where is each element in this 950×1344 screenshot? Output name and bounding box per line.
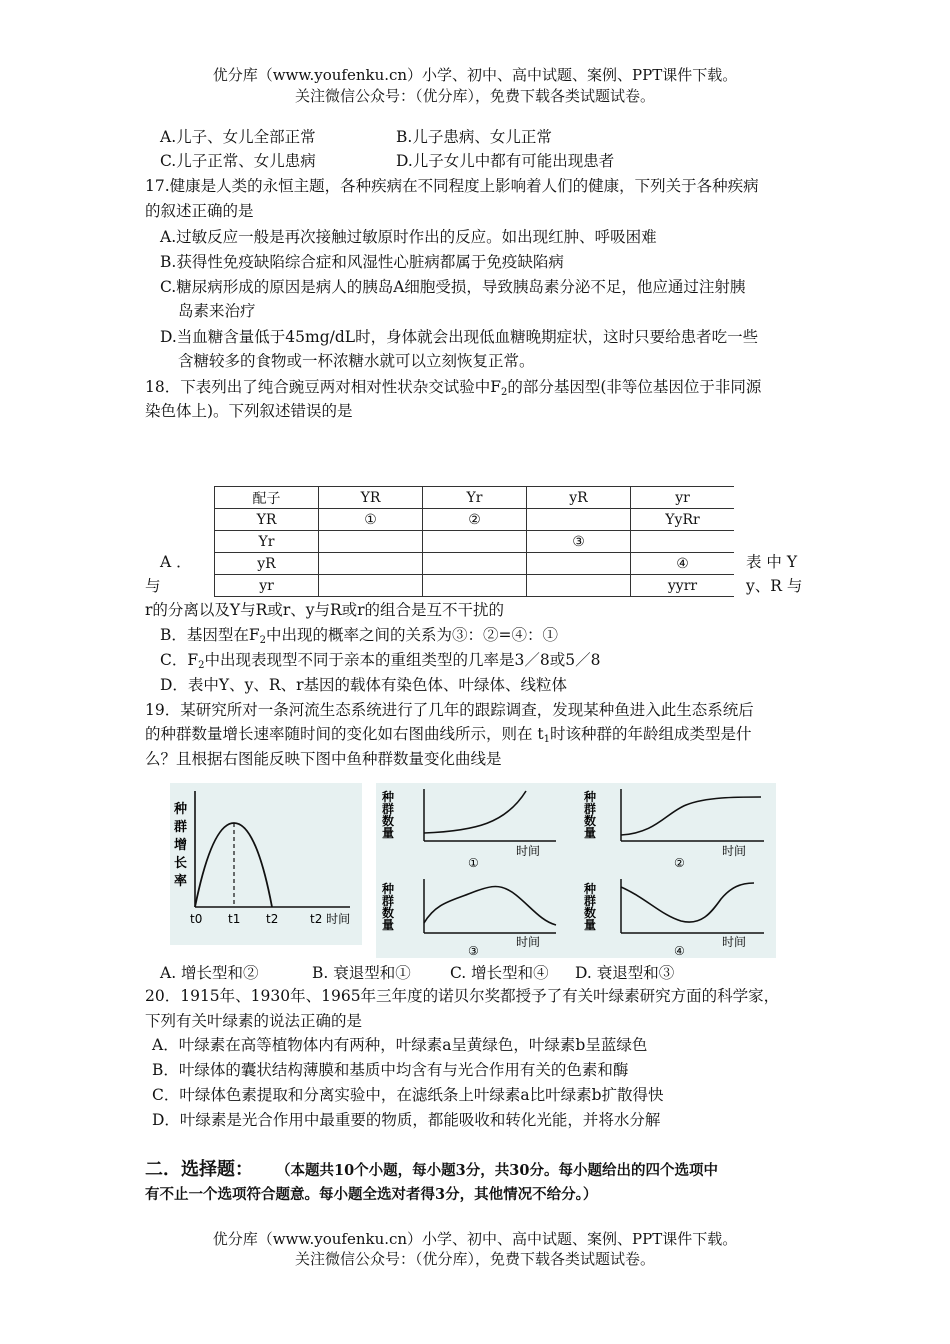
ylabel-char: 种 bbox=[382, 882, 395, 896]
q19-option-c: C. 增长型和④ bbox=[450, 964, 549, 982]
curve-4 bbox=[621, 883, 754, 922]
section2-desc-line1: （本题共10个小题，每小题3分，共30分。每小题给出的四个选项中 bbox=[276, 1162, 718, 1179]
q17-option-d-line1: D.当血糖含量低于45mg/dL时，身体就会出现低血糖晚期症状，这时只要给患者吃一些 bbox=[160, 328, 759, 346]
table-cell bbox=[319, 531, 423, 553]
q20-stem-line2: 下列有关叶绿素的说法正确的是 bbox=[145, 1012, 363, 1030]
xtick-t0: t0 bbox=[190, 912, 203, 926]
ylabel-char: 数 bbox=[382, 906, 395, 920]
table-header-cell: YR bbox=[319, 487, 423, 509]
ylabel-char: 长 bbox=[174, 856, 188, 871]
table-header-cell: Yr bbox=[423, 487, 527, 509]
ylabel-char: 群 bbox=[174, 820, 188, 835]
table-cell: Yr bbox=[215, 531, 319, 553]
q16-option-b: B.儿子患病、女儿正常 bbox=[396, 128, 552, 146]
table-cell: yyrr bbox=[631, 575, 735, 597]
table-header-row bbox=[215, 487, 735, 509]
page-header-line2: 关注微信公众号：（优分库），免费下载各类试题试卷。 bbox=[294, 87, 655, 105]
table-header-cell: yr bbox=[631, 487, 735, 509]
table-header-cell: yR bbox=[527, 487, 631, 509]
q20-option-d: D．叶绿素是光合作用中最重要的物质，都能吸收和转化光能，并将水分解 bbox=[152, 1111, 661, 1129]
ylabel-char: 群 bbox=[584, 802, 597, 816]
ylabel-char: 数 bbox=[382, 814, 395, 828]
q19-option-a: A. 增长型和② bbox=[160, 964, 259, 982]
table-row bbox=[215, 553, 735, 575]
q20-stem-line1: 20．1915年、1930年、1965年三年度的诺贝尔奖都授予了有关叶绿素研究方面的科学家， bbox=[145, 987, 780, 1005]
q19-stem-line3: 么？且根据右图能反映下图中鱼种群数量变化曲线是 bbox=[145, 750, 502, 768]
q17-stem-line2: 的叙述正确的是 bbox=[145, 202, 254, 220]
ylabel-char: 种 bbox=[382, 790, 395, 804]
q18-option-a-left2: 与 bbox=[145, 577, 161, 595]
panel-2 bbox=[583, 789, 764, 870]
q18-option-a-label: A ． bbox=[160, 553, 192, 571]
table-cell: ④ bbox=[631, 553, 735, 575]
q18-option-c: C．$F_2$中出现表现型不同于亲本的重组类型的几率是3／8或5／8 bbox=[160, 651, 601, 671]
q18-stem-line2: 染色体上)。下列叙述错误的是 bbox=[145, 402, 353, 420]
xtick-t1: t1 bbox=[228, 912, 241, 926]
curve-2 bbox=[621, 797, 761, 835]
ylabel-char: 种 bbox=[584, 790, 597, 804]
ylabel-char: 增 bbox=[174, 838, 188, 853]
table-cell bbox=[423, 575, 527, 597]
table-cell bbox=[319, 553, 423, 575]
page-footer-line2: 关注微信公众号：（优分库），免费下载各类试题试卷。 bbox=[294, 1250, 655, 1268]
genotype-table bbox=[214, 486, 734, 597]
ylabel-char: 率 bbox=[174, 874, 188, 889]
curve-3 bbox=[424, 887, 556, 926]
table-cell bbox=[319, 575, 423, 597]
table-cell: ① bbox=[319, 509, 423, 531]
q18-stem-line1: 18．下表列出了纯合豌豆两对相对性状杂交试验中$F_2$的部分基因型(非等位基因位于非同源 bbox=[145, 378, 762, 398]
table-row bbox=[215, 575, 735, 597]
q16-option-a: A.儿子、女儿全部正常 bbox=[160, 128, 316, 146]
xlabel: 时间 bbox=[722, 844, 747, 858]
panel-label: ① bbox=[468, 856, 479, 870]
panel-1 bbox=[381, 789, 556, 870]
q19-stem-line1: 19．某研究所对一条河流生态系统进行了几年的跟踪调查，发现某种鱼进入此生态系统后 bbox=[145, 701, 754, 719]
panel-3 bbox=[381, 879, 556, 958]
ylabel-char: 群 bbox=[382, 802, 395, 816]
ylabel-char: 量 bbox=[584, 826, 597, 840]
ylabel-char: 群 bbox=[382, 894, 395, 908]
q20-option-a: A．叶绿素在高等植物体内有两种，叶绿素a呈黄绿色，叶绿素b呈蓝绿色 bbox=[152, 1036, 648, 1054]
table-cell: ③ bbox=[527, 531, 631, 553]
q18-option-b: B．基因型在$F_2$中出现的概率之间的关系为③：②=④：① bbox=[160, 626, 559, 646]
ylabel-char: 种 bbox=[174, 802, 188, 817]
q17-stem-line1: 17.健康是人类的永恒主题，各种疾病在不同程度上影响着人们的健康，下列关于各种疾病 bbox=[145, 177, 759, 195]
ylabel-char: 量 bbox=[584, 918, 597, 932]
table-cell bbox=[527, 509, 631, 531]
section2-desc-line2: 有不止一个选项符合题意。每小题全选对者得3分，其他情况不给分。） bbox=[145, 1186, 598, 1203]
q18-option-a-right2: y、R 与 bbox=[746, 577, 803, 595]
q19-stem-line2: 的种群数量增长速率随时间的变化如右图曲线所示，则在 $t_1$时该种群的年龄组成类型是什 bbox=[145, 725, 752, 745]
ylabel-char: 群 bbox=[584, 894, 597, 908]
ylabel-char: 种 bbox=[584, 882, 597, 896]
panel-label: ③ bbox=[468, 944, 479, 958]
ylabel-char: 数 bbox=[584, 814, 597, 828]
table-cell: YR bbox=[215, 509, 319, 531]
table-cell bbox=[527, 575, 631, 597]
table-cell bbox=[631, 531, 735, 553]
page-header-line1: 优分库（www.youfenku.cn）小学、初中、高中试题、案例、PPT课件下载。 bbox=[212, 66, 738, 84]
ylabel-char: 量 bbox=[382, 918, 395, 932]
table-cell: ② bbox=[423, 509, 527, 531]
growth-rate-figure bbox=[170, 783, 362, 945]
table-row bbox=[215, 509, 735, 531]
table-cell bbox=[527, 553, 631, 575]
q19-option-d: D. 衰退型和③ bbox=[575, 964, 675, 982]
q17-option-b: B.获得性免疫缺陷综合症和风湿性心脏病都属于免疫缺陷病 bbox=[160, 253, 564, 271]
q17-option-d-line2: 含糖较多的食物或一杯浓糖水就可以立刻恢复正常。 bbox=[178, 352, 535, 370]
table-cell: yR bbox=[215, 553, 319, 575]
q17-option-a: A.过敏反应一般是再次接触过敏原时作出的反应。如出现红肿、呼吸困难 bbox=[160, 228, 657, 246]
q19-option-b: B. 衰退型和① bbox=[312, 964, 411, 982]
table-cell bbox=[423, 531, 527, 553]
table-cell: yr bbox=[215, 575, 319, 597]
xlabel: 时间 bbox=[516, 844, 541, 858]
table-header-cell: 配子 bbox=[215, 487, 319, 509]
page-footer-line1: 优分库（www.youfenku.cn）小学、初中、高中试题、案例、PPT课件下载。 bbox=[212, 1230, 738, 1248]
xlabel: 时间 bbox=[516, 935, 541, 949]
q18-option-a-right1: 表 中 Y bbox=[746, 553, 798, 571]
section2-title: 二．选择题： bbox=[145, 1159, 253, 1180]
q16-option-c: C.儿子正常、女儿患病 bbox=[160, 152, 316, 170]
panel-4 bbox=[583, 879, 764, 958]
q17-option-c-line2: 岛素来治疗 bbox=[178, 302, 256, 320]
q17-option-c-line1: C.糖尿病形成的原因是病人的胰岛A细胞受损，导致胰岛素分泌不足，他应通过注射胰 bbox=[160, 278, 746, 296]
table-row bbox=[215, 531, 735, 553]
q20-option-b: B．叶绿体的囊状结构薄膜和基质中均含有与光合作用有关的色素和酶 bbox=[152, 1061, 629, 1079]
q18-option-a-cont: r的分离以及Y与R或r、y与R或r的组合是互不干扰的 bbox=[145, 601, 505, 619]
panel-label: ② bbox=[674, 856, 685, 870]
xtick-t2: t2 bbox=[266, 912, 279, 926]
xlabel: 时间 bbox=[722, 935, 747, 949]
xtick-time: t2 时间 bbox=[310, 912, 351, 926]
population-curves-figure bbox=[376, 783, 776, 958]
table-cell: YyRr bbox=[631, 509, 735, 531]
q18-option-d: D．表中Y、y、R、r基因的载体有染色体、叶绿体、线粒体 bbox=[160, 676, 567, 694]
q20-option-c: C．叶绿体色素提取和分离实验中，在滤纸条上叶绿素a比叶绿素b扩散得快 bbox=[152, 1086, 664, 1104]
ylabel-char: 数 bbox=[584, 906, 597, 920]
q16-option-d: D.儿子女儿中都有可能出现患者 bbox=[396, 152, 615, 170]
panel-label: ④ bbox=[674, 944, 685, 958]
ylabel-char: 量 bbox=[382, 826, 395, 840]
curve-1 bbox=[424, 791, 526, 833]
table-cell bbox=[423, 553, 527, 575]
